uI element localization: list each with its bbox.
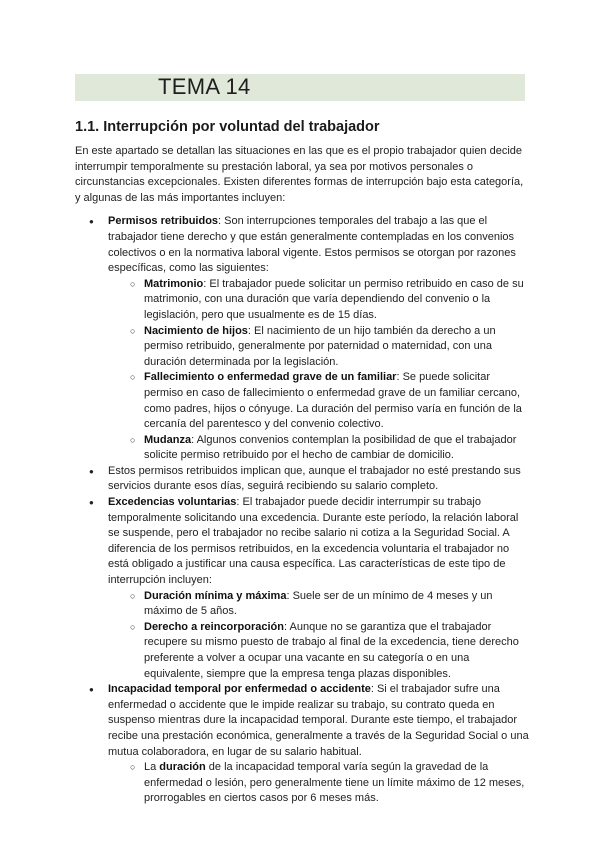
main-list (75, 214, 530, 807)
term-matrimonio: Matrimonio (144, 277, 204, 290)
text-duracion-incapacidad: de la incapacidad temporal varía según la gravedad de la enfermedad o lesión, pero generalmente tiene un límite máximo de 12 meses, prorrogables en ciertos casos por 6 meses más. (144, 761, 525, 805)
section-heading: 1.1. Interrupción por voluntad del trabajador (75, 119, 380, 135)
text-mudanza: : Algunos convenios contemplan la posibilidad de que el trabajador solicite permiso retribuido por el hecho de cambiar de domicilio. (144, 433, 517, 462)
term-incapacidad: Incapacidad temporal por enfermedad o accidente (108, 683, 371, 696)
tema-title: TEMA 14 (158, 74, 251, 99)
term-mudanza: Mudanza (144, 433, 192, 446)
sublist-excedencias (108, 589, 530, 683)
text-incapacidad: : Si el trabajador sufre una enfermedad o accidente que le impide realizar su trabajo, su contrato queda en suspenso mientras dure la incapacidad temporal. Durante este tiempo, el trabajador recibe una prestación económica, generalmente a través de la Seguridad Social o una mutua colaboradora, en lugar de su salario habitual. (108, 683, 529, 758)
sub-item-matrimonio (108, 277, 530, 324)
sub-item-mudanza (108, 433, 530, 464)
intro-paragraph: En este apartado se detallan las situaciones en las que es el propio trabajador quien decide interrumpir temporalmente su prestación laboral, ya sea por motivos personales o circunstancias excepcionales. Existen diferentes formas de interrupción bajo esta categoría, y algunas de las más importantes incluyen: (75, 145, 524, 204)
text-duracion-min-max: : Suele ser de un mínimo de 4 meses y un máximo de 5 años. (144, 589, 493, 618)
text-nacimiento: : El nacimiento de un hijo también da derecho a un permiso retribuido, generalmente por paternidad o maternidad, con una duración determinada por la legislación. (144, 324, 496, 368)
text-permisos: : Son interrupciones temporales del trabajo a las que el trabajador tiene derecho y que están generalmente contempladas en los convenios colectivos o en la normativa laboral vigente. Estos permisos se otorgan por razones específicas, como las siguientes: (108, 215, 516, 275)
list-item-note (75, 464, 530, 495)
term-nacimiento: Nacimiento de hijos (144, 324, 248, 337)
sub-item-fallecimiento (108, 370, 530, 432)
term-fallecimiento: Fallecimiento o enfermedad grave de un familiar (144, 371, 397, 384)
text-excedencias: : El trabajador puede decidir interrumpir su trabajo temporalmente solicitando una excedencia. Durante este período, la relación laboral se suspende, pero el trabajador no recibe salario ni cotiza a la Seguridad Social. A diferencia de los permisos retribuidos, en la excedencia voluntaria el trabajador no está obligado a justificar una causa específica. Las características de este tipo de interrupción incluyen: (108, 496, 519, 587)
list-item-incapacidad (75, 682, 530, 807)
sublist-permisos (108, 277, 530, 464)
sub-item-duracion (108, 589, 530, 620)
text-note: Estos permisos retribuidos implican que, aunque el trabajador no esté prestando sus servicios durante esos días, seguirá recibiendo su salario completo. (108, 464, 521, 493)
term-permisos: Permisos retribuidos (108, 215, 219, 228)
term-duracion-min-max: Duración mínima y máxima (144, 589, 287, 602)
sub-item-nacimiento (108, 324, 530, 371)
text-reincorporacion: : Aunque no se garantiza que el trabajador recupere su mismo puesto de trabajo al final de la excedencia, tiene derecho preferente a volver a ocupar una vacante en su categoría o en una equivalente, siempre que la empresa tenga plazas disponibles. (144, 620, 519, 680)
term-duracion-incapacidad: duración (159, 761, 206, 774)
term-reincorporacion: Derecho a reincorporación (144, 620, 284, 633)
text-fallecimiento: : Se puede solicitar permiso en caso de fallecimiento o enfermedad grave de un familiar cercano, como padres, hijos o cónyuge. La duración del permiso varía en función de la cercanía del parentesco y del convenio colectivo. (144, 371, 522, 431)
sub-item-reincorporacion (108, 620, 530, 682)
prefix-duracion: La (144, 761, 160, 774)
term-excedencias: Excedencias voluntarias (108, 496, 237, 509)
document-body (75, 144, 530, 807)
list-item-excedencias (75, 495, 530, 682)
list-item-permisos (75, 214, 530, 464)
sub-item-duracion-incapacidad (108, 760, 530, 807)
sublist-incapacidad (108, 760, 530, 807)
text-matrimonio: : El trabajador puede solicitar un permiso retribuido en caso de su matrimonio, con una duración que varía dependiendo del convenio o la legislación, pero que usualmente es de 15 días. (144, 277, 524, 321)
tema-banner (75, 74, 525, 101)
